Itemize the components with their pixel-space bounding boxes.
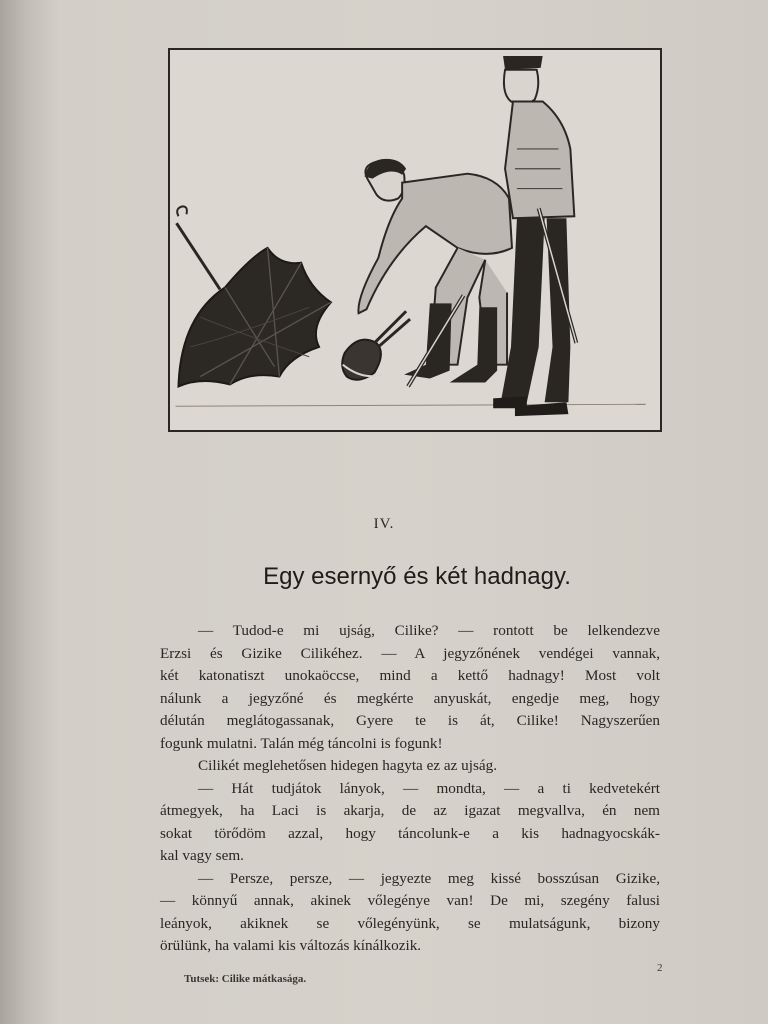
page-number: 2 — [657, 962, 663, 974]
umbrella-drawing — [177, 206, 331, 386]
body-text — [160, 620, 660, 958]
text-line: átmegyek, ha Laci is akarja, de az igazat megvallva, én nem — [160, 802, 660, 819]
text-line: nálunk a jegyzőné és megkérte anyuskát, engedje meg, hogy — [160, 689, 660, 707]
paragraph — [160, 778, 660, 868]
text-line: örülünk, ha valami kis változás kínálkozik. — [160, 937, 422, 954]
text-line: — könnyű annak, akinek vőlegénye van! De mi, szegény falusi — [160, 892, 660, 909]
text-line: leányok, akiknek se vőlegényünk, se mulatságunk, bizony — [160, 914, 660, 932]
chapter-title: Egy esernyő és két hadnagy. — [263, 563, 571, 590]
text-line: — Persze, persze, — jegyezte meg kissé bosszúsan Gizike, — [198, 869, 660, 887]
text-line: két katonatiszt unokaöccse, mind a kettő hadnagy! Most volt — [160, 667, 660, 684]
chapter-number: IV. — [373, 516, 395, 532]
text-line: kal vagy sem. — [160, 847, 244, 864]
text-line: Erzsi és Gizike Cilikéhez. — A jegyzőnének vendégei vannak, — [160, 644, 660, 662]
paragraph — [160, 620, 660, 755]
illustration-frame — [168, 48, 662, 432]
paragraph — [160, 755, 660, 778]
text-line: sokat törődöm azzal, hogy táncolunk-e a kis hadnagyocskák- — [160, 824, 660, 842]
bending-officer-drawing — [342, 159, 512, 387]
text-line: délután meglátogassanak, Gyere te is át, Cilike! Nagyszerűen — [160, 712, 660, 729]
text-line: fogunk mulatni. Talán még táncolni is fogunk! — [160, 734, 443, 752]
illustration-two-lieutenants-umbrella — [170, 50, 660, 430]
paragraph — [160, 868, 660, 958]
text-line: — Hát tudjátok lányok, — mondta, — a ti kedvetekért — [198, 779, 660, 797]
text-line: Cilikét meglehetősen hidegen hagyta ez az ujság. — [198, 757, 498, 774]
text-line: — Tudod-e mi ujság, Cilike? — rontott be lelkendezve — [198, 622, 660, 639]
footer-signature: Tutsek: Cilike mátkasága. — [184, 973, 307, 985]
